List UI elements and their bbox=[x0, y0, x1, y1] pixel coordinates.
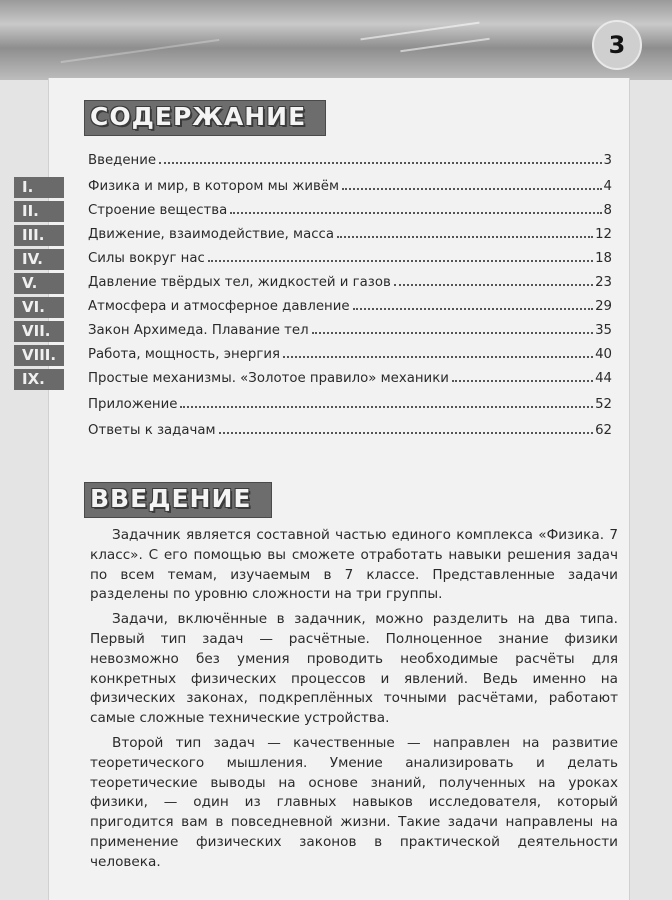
dot-leader bbox=[230, 211, 601, 214]
toc-entry-chapter-8[interactable] bbox=[88, 340, 612, 362]
toc-entry-page: 23 bbox=[595, 275, 612, 290]
toc-entry-title: Силы вокруг нас bbox=[88, 251, 205, 266]
chapter-tab: III. bbox=[14, 225, 64, 246]
dot-leader bbox=[312, 331, 593, 334]
dot-leader bbox=[180, 405, 593, 408]
toc-entry-page: 52 bbox=[595, 397, 612, 412]
toc-entry-answers[interactable] bbox=[88, 416, 612, 438]
toc-entry-page: 3 bbox=[603, 153, 612, 168]
chapter-tab: VII. bbox=[14, 321, 64, 342]
toc-entry-chapter-5[interactable] bbox=[88, 268, 612, 290]
toc-entry-chapter-4[interactable] bbox=[88, 244, 612, 266]
toc-entry-page: 62 bbox=[595, 423, 612, 438]
chapter-tab: VI. bbox=[14, 297, 64, 318]
toc-entry-introduction[interactable] bbox=[88, 146, 612, 168]
dot-leader bbox=[394, 283, 593, 286]
dot-leader bbox=[342, 187, 602, 190]
dot-leader bbox=[159, 161, 602, 164]
toc-entry-chapter-2[interactable] bbox=[88, 196, 612, 218]
toc-entry-chapter-6[interactable] bbox=[88, 292, 612, 314]
toc-entry-chapter-7[interactable] bbox=[88, 316, 612, 338]
toc-entry-title: Давление твёрдых тел, жидкостей и газов bbox=[88, 275, 391, 290]
header-decoration bbox=[0, 0, 672, 80]
dot-leader bbox=[337, 235, 593, 238]
toc-entry-title: Атмосфера и атмосферное давление bbox=[88, 299, 350, 314]
chapter-tab: I. bbox=[14, 177, 64, 198]
toc-entry-title: Движение, взаимодействие, масса bbox=[88, 227, 334, 242]
intro-heading: ВВЕДЕНИЕ bbox=[90, 484, 252, 513]
toc-entry-page: 12 bbox=[595, 227, 612, 242]
intro-paragraph: Задачи, включённые в задачник, можно разделить на два типа. Первый тип задач — расчётные. Полноценное знание физики невозможно без умения проводить необходимые расчёты для конкретных физических процессов и явлений. Ведь именно на физических законах, подкреплённых точными расчётами, работают самые сложные технические устройства. bbox=[90, 611, 618, 727]
intro-body bbox=[90, 526, 618, 878]
chapter-tab: II. bbox=[14, 201, 64, 222]
toc-entry-page: 40 bbox=[595, 347, 612, 362]
toc-entry-title: Строение вещества bbox=[88, 203, 228, 218]
toc-entry-title: Приложение bbox=[88, 397, 178, 412]
dot-leader bbox=[219, 431, 594, 434]
page-number: 3 bbox=[592, 20, 642, 70]
dot-leader bbox=[452, 379, 593, 382]
toc-entry-title: Введение bbox=[88, 153, 157, 168]
toc-entry-page: 29 bbox=[595, 299, 612, 314]
dot-leader bbox=[353, 307, 594, 310]
toc-entry-appendix[interactable] bbox=[88, 390, 612, 412]
toc-entry-chapter-3[interactable] bbox=[88, 220, 612, 242]
chapter-tab: IX. bbox=[14, 369, 64, 390]
toc-entry-title: Физика и мир, в котором мы живём bbox=[88, 179, 340, 194]
toc-entry-page: 8 bbox=[603, 203, 612, 218]
toc-entry-title: Простые механизмы. «Золотое правило» механики bbox=[88, 371, 449, 386]
dot-leader bbox=[208, 259, 593, 262]
intro-paragraph: Задачник является составной частью единого комплекса «Физика. 7 класс». С его помощью вы сможете отработать навыки решения задач по всем темам, изучаемым в 7 классе. Представленные задачи разделены по уровню сложности на три группы. bbox=[90, 527, 618, 603]
toc-entry-page: 44 bbox=[595, 371, 612, 386]
toc-heading: СОДЕРЖАНИЕ bbox=[90, 102, 307, 131]
toc-entry-page: 18 bbox=[595, 251, 612, 266]
toc-entry-title: Закон Архимеда. Плавание тел bbox=[88, 323, 309, 338]
dot-leader bbox=[283, 355, 593, 358]
toc-entry-title: Ответы к задачам bbox=[88, 423, 216, 438]
chapter-tab: IV. bbox=[14, 249, 64, 270]
chapter-tab: V. bbox=[14, 273, 64, 294]
intro-paragraph: Второй тип задач — качественные — направлен на развитие теоретического мышления. Умение анализировать и делать теоретические выводы на основе знаний, полученных на уроках физики, — один из главных навыков исследователя, который пригодится вам в повседневной жизни. Такие задачи направлены на применение физических законов в практической деятельности человека. bbox=[90, 734, 618, 870]
toc-entry-page: 35 bbox=[595, 323, 612, 338]
toc-entry-chapter-1[interactable] bbox=[88, 172, 612, 194]
chapter-tab: VIII. bbox=[14, 345, 64, 366]
toc-entry-chapter-9[interactable] bbox=[88, 364, 612, 386]
toc-entry-title: Работа, мощность, энергия bbox=[88, 347, 280, 362]
toc-entry-page: 4 bbox=[603, 179, 612, 194]
